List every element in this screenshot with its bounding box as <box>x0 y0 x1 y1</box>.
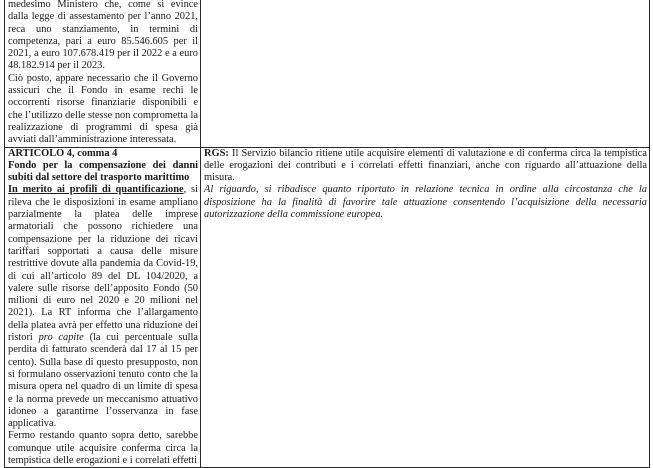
article-title: Fondo per la compensazione dei danni subiti dal settore del trasporto marittimo <box>8 159 198 184</box>
article-heading: ARTICOLO 4, comma 4 <box>8 147 118 159</box>
left-cell <box>5 0 201 147</box>
rgs-paragraph <box>204 148 647 185</box>
table-row <box>5 0 650 147</box>
table-row <box>5 147 650 468</box>
left-text-tail: (la cui percentuale sulla perdita di fatturato scenderà dal 17 al 15 per cento). Sulla base di questo presupposto, non si formulano osservazioni tenuto conto che la misura opera nel quadro di un limite di spesa e la norma prevede un meccanismo attuativo idoneo a garantirne l’osservanza in fase applicativa. <box>8 332 198 430</box>
rgs-reply: Al riguardo, si ribadisce quanto riportato in relazione tecnica in ordine alla circostanza che la disposizione ha la finalità di favorire tale attuazione consentendo l’acquisizione della necessaria autorizzazione della commissione europea. <box>204 184 647 221</box>
comparison-table <box>4 0 650 468</box>
left-paragraph: Fermo restando quanto sopra detto, sarebbe comunque utile acquisire conferma circa la tempistica delle erogazioni e i correlati effetti <box>8 430 198 466</box>
section-label-punct: , si <box>183 184 198 196</box>
rgs-label: RGS: <box>204 147 229 159</box>
section-label: In merito ai profili di quantificazione <box>8 184 184 196</box>
left-paragraph: Ciò posto, appare necessario che il Governo assicuri che il Fondo in esame rechi le occorrenti risorse finanziarie disponibili e che l’utilizzo delle stesse non comprometta la realizzazione di programmi di spesa già avviati dall’amministrazione interessata. <box>8 72 198 146</box>
left-text: rileva che le disposizioni in esame ampliano parzialmente la platea delle imprese armatoriali che possono richiedere una compensazione per la riduzione dei ricavi tariffari sopportati a causa delle misure restrittive dovute alla pandemia da Covid-19, di cui all’articolo 89 del DL 104/2020, a valere sulle risorse dell’apposito Fondo (50 milioni di euro nel 2020 e 20 milioni nel 2021). La RT informa che l’allargamento della platea avrà per effetto una riduzione dei ristori <box>8 196 198 344</box>
left-paragraph <box>8 184 198 430</box>
italic-text: pro capite <box>38 332 84 344</box>
rgs-text: Il Servizio bilancio ritiene utile acquisire elementi di valutazione e di conferma circa la tempistica delle erogazioni dei contributi e i correlati effetti finanziari, anche con riguardo all’attuazione della misura. <box>204 147 647 184</box>
left-paragraph: medesimo Ministero che, come si evince dalla legge di assestamento per l’anno 2021, reca uno stanziamento, in termini di competenza, pari a euro 85.546.605 per il 2021, a euro 107.678.419 per il 2022 e a euro 48.182.914 per il 2023. <box>8 0 198 72</box>
left-cell <box>5 147 201 468</box>
right-cell <box>201 147 650 468</box>
right-cell <box>201 0 650 147</box>
